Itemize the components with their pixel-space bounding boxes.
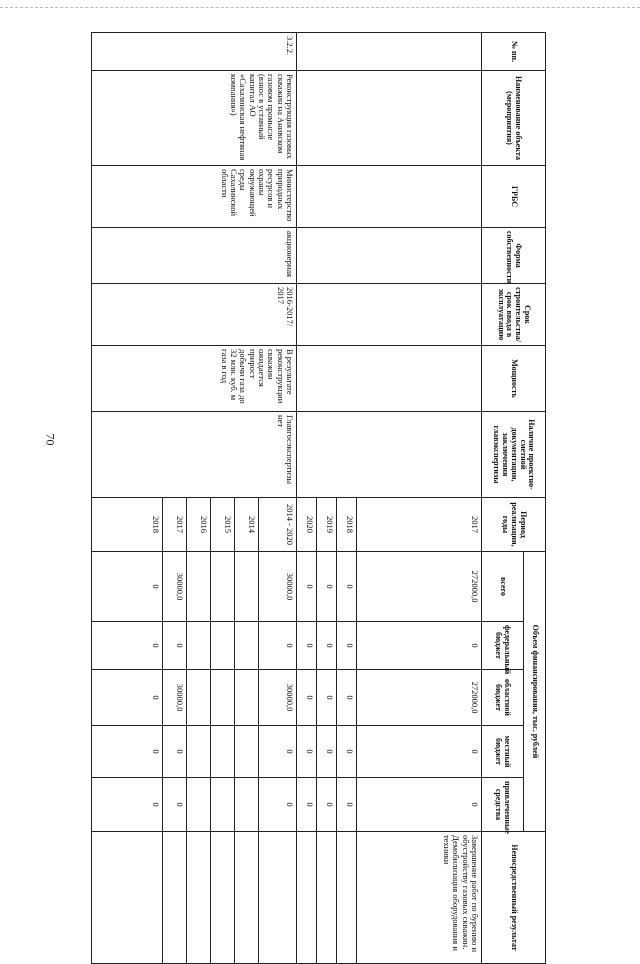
block1-attracted: 0 bbox=[297, 778, 317, 832]
header-attracted: привлеченные средства bbox=[482, 778, 524, 832]
block1-local: 0 bbox=[297, 726, 317, 778]
block2-local: 0 bbox=[92, 726, 163, 778]
block1-year: 2020 bbox=[297, 498, 317, 552]
scan-top-line bbox=[0, 7, 640, 8]
header-design: Наличие проектно-сметной документации, заключения главэкспертизы bbox=[482, 412, 546, 498]
header-capacity: Мощность bbox=[482, 346, 546, 412]
block2-name: Реконструкция газовых скважин на Анивском газовом промысле (взнос в уставный капитал АО «Сахалинская нефтяная компания») bbox=[92, 71, 297, 166]
block1-regional: 0 bbox=[297, 670, 317, 726]
header-ownership: Форма собственности bbox=[482, 228, 546, 284]
block1-federal: 0 bbox=[297, 622, 317, 670]
block2-federal: 0 bbox=[92, 622, 163, 670]
block1-year: 2019 bbox=[317, 498, 337, 552]
block2-total: 0 bbox=[92, 552, 163, 622]
block2-regional: 0 bbox=[92, 670, 163, 726]
block1-local: 0 bbox=[317, 726, 337, 778]
block1-blank bbox=[297, 33, 482, 71]
block2-year: 2015 bbox=[211, 498, 235, 552]
block1-result: Завершение работ по бурению и обустройству газовых скважин. Демобилизация оборудования и техники bbox=[357, 832, 482, 964]
block2-local: 0 bbox=[163, 726, 187, 778]
block2-total: 30000,0 bbox=[163, 552, 187, 622]
table-row bbox=[357, 33, 482, 964]
header-local: местный бюджет bbox=[482, 726, 524, 778]
block1-attracted: 0 bbox=[317, 778, 337, 832]
block2-year: 2014 - 2020 bbox=[259, 498, 297, 552]
block1-total: 272000,0 bbox=[357, 552, 482, 622]
header-construction: Срок строительства/срок ввода в эксплуатацию bbox=[482, 284, 546, 346]
block2-total: 30000,0 bbox=[259, 552, 297, 622]
header-total: всего bbox=[482, 552, 524, 622]
block1-attracted: 0 bbox=[337, 778, 357, 832]
header-result: Непосредственный результат bbox=[482, 832, 546, 964]
header-num: № пп. bbox=[482, 33, 546, 71]
header-grbs: ГРБС bbox=[482, 166, 546, 228]
block1-federal: 0 bbox=[337, 622, 357, 670]
block2-design: Главгосэкспертизы нет bbox=[92, 412, 297, 498]
block2-attracted: 0 bbox=[163, 778, 187, 832]
funding-table bbox=[91, 32, 546, 964]
block2-year: 2016 bbox=[187, 498, 211, 552]
block2-capacity: В результате реконструкции скважин ожидается прирост добычи газа до 32 млн. куб. м газа в год bbox=[92, 346, 297, 412]
block1-year: 2018 bbox=[337, 498, 357, 552]
block2-federal: 0 bbox=[163, 622, 187, 670]
block2-federal: 0 bbox=[259, 622, 297, 670]
block1-attracted: 0 bbox=[357, 778, 482, 832]
page-number: 70 bbox=[43, 433, 58, 446]
block2-local: 0 bbox=[259, 726, 297, 778]
block2-num: 3.2.2. bbox=[92, 33, 297, 71]
block1-total: 0 bbox=[337, 552, 357, 622]
block2-year: 2018 bbox=[92, 498, 163, 552]
block2-attracted: 0 bbox=[259, 778, 297, 832]
block1-local: 0 bbox=[357, 726, 482, 778]
rotated-page bbox=[91, 32, 546, 953]
block2-construction: 2016-2017/ 2017 bbox=[92, 284, 297, 346]
block2-attracted: 0 bbox=[92, 778, 163, 832]
block2-grbs: Министерство природных ресурсов и охраны окружающей среды Сахалинской области bbox=[92, 166, 297, 228]
header-federal: федеральный бюджет bbox=[482, 622, 524, 670]
table-row bbox=[259, 33, 297, 964]
block2-year: 2017 bbox=[163, 498, 187, 552]
header-name: Наименование объекта (мероприятия) bbox=[482, 71, 546, 166]
block1-regional: 0 bbox=[337, 670, 357, 726]
block2-regional: 30000,0 bbox=[163, 670, 187, 726]
block1-total: 0 bbox=[317, 552, 337, 622]
block1-local: 0 bbox=[337, 726, 357, 778]
header-period: Период реализации, годы bbox=[482, 498, 546, 552]
block1-federal: 0 bbox=[317, 622, 337, 670]
block2-year: 2014 bbox=[235, 498, 259, 552]
block1-federal: 0 bbox=[357, 622, 482, 670]
block2-regional: 30000,0 bbox=[259, 670, 297, 726]
block2-ownership: акционерная bbox=[92, 228, 297, 284]
block1-regional: 0 bbox=[317, 670, 337, 726]
header-funding: Объем финансирования, тыс. рублей bbox=[524, 552, 546, 832]
block1-year: 2017 bbox=[357, 498, 482, 552]
header-regional: областной бюджет bbox=[482, 670, 524, 726]
block1-regional: 272000,0 bbox=[357, 670, 482, 726]
block1-total: 0 bbox=[297, 552, 317, 622]
